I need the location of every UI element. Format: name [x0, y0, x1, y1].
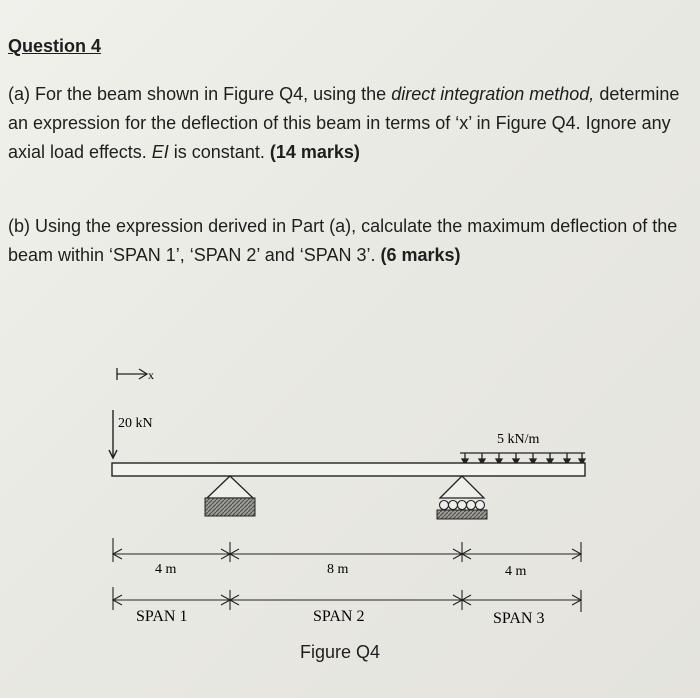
dim-span-2: 8 m [327, 562, 349, 577]
dim-span-3: 4 m [505, 564, 527, 579]
x-axis-label: x [148, 368, 154, 382]
part-b-marks: (6 marks) [380, 245, 461, 265]
pin-support-icon [205, 476, 255, 516]
span-1-label: SPAN 1 [136, 608, 188, 625]
ei-symbol: EI [151, 142, 169, 162]
roller-support-icon [437, 476, 487, 519]
question-title: Question 4 [8, 36, 102, 56]
dim-span-1: 4 m [155, 562, 177, 577]
part-a-marks: (14 marks) [269, 142, 360, 162]
figure-caption: Figure Q4 [300, 642, 381, 662]
span-3-label: SPAN 3 [493, 610, 545, 627]
part-a-text: (a) For the beam shown in Figure Q4, using the direct integration method, determine an expression for the deflection of this beam in terms of ‘x’ in Figure Q4. Ignore any axial load effects. EI is constant. (14 marks) [8, 84, 680, 162]
part-b-text: (b) Using the expression derived in Part (a), calculate the maximum deflection of the beam within ‘SPAN 1’, ‘SPAN 2’ and ‘SPAN 3’. (6 marks) [8, 216, 678, 265]
point-load-arrow-icon [109, 410, 117, 458]
udl-label: 5 kN/m [497, 432, 540, 447]
beam-figure [0, 340, 700, 640]
x-axis-arrow-icon [117, 368, 147, 380]
method-emphasis: direct integration method, [391, 84, 595, 104]
span-2-label: SPAN 2 [313, 608, 365, 625]
point-load-label: 20 kN [118, 416, 153, 431]
beam [112, 463, 585, 476]
dimension-line-lengths [113, 538, 581, 562]
